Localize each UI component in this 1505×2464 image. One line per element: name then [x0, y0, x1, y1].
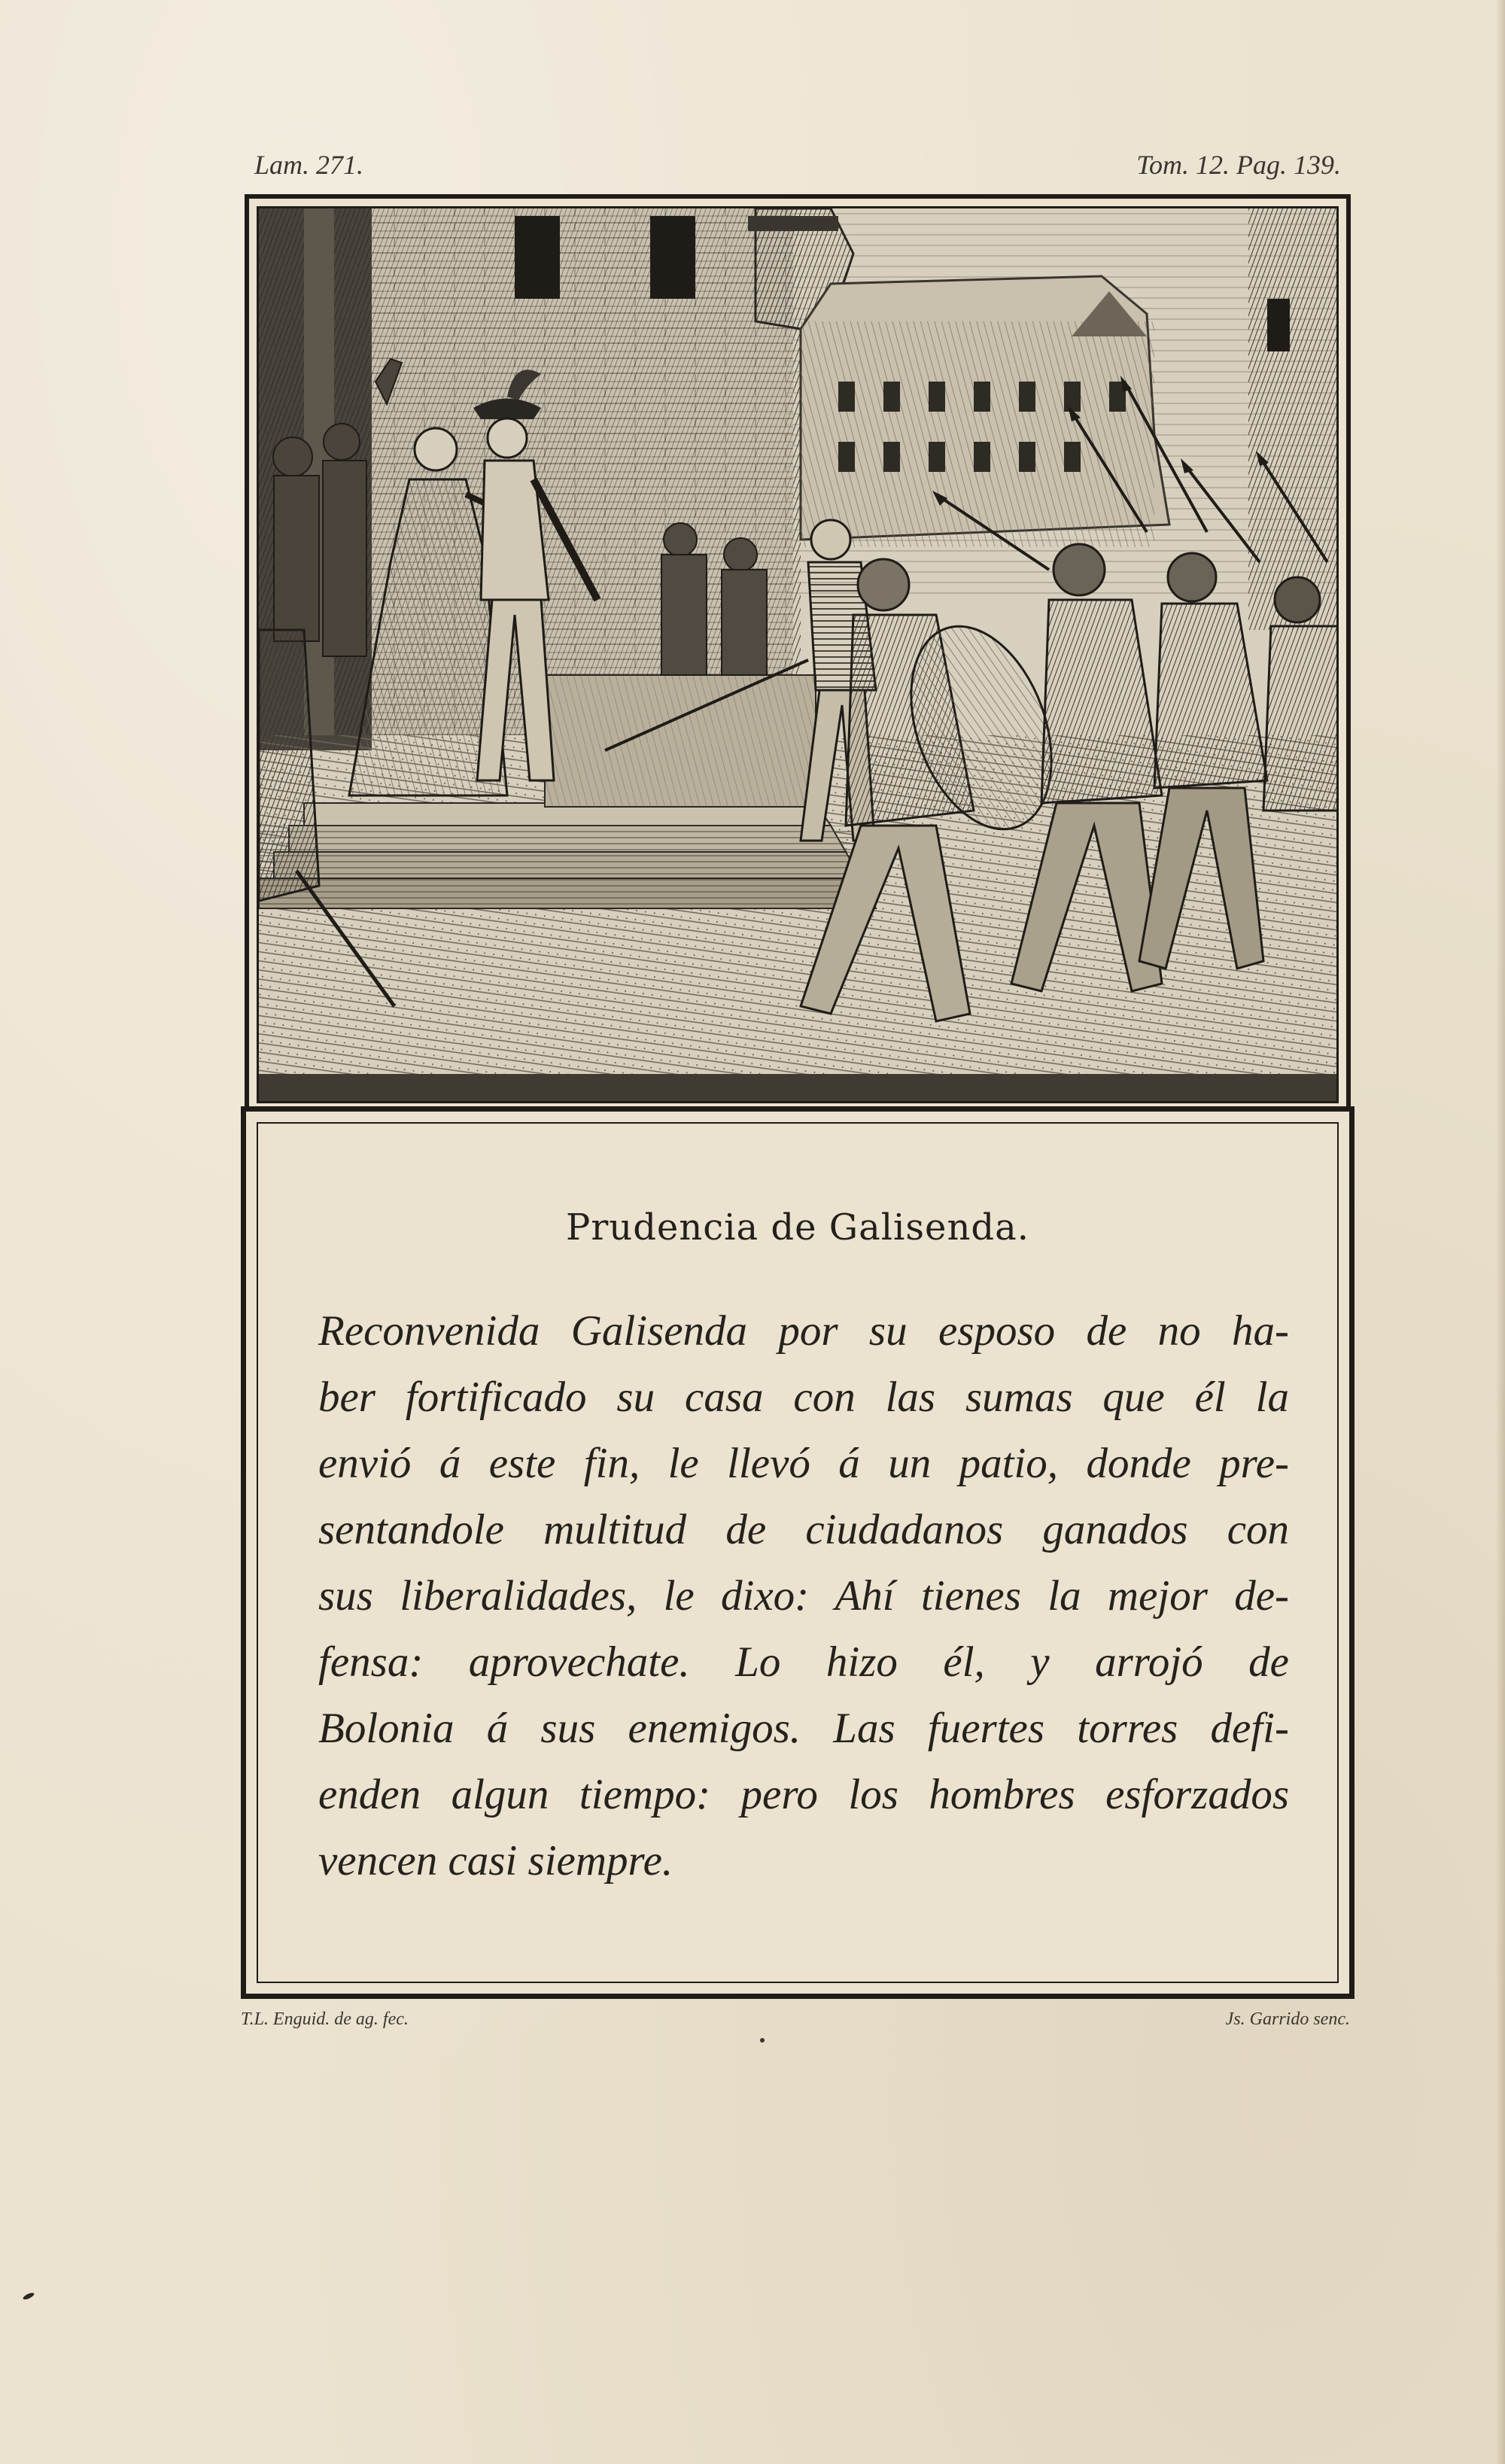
caption-line: ber fortificado su casa con las sumas que él la	[318, 1373, 1289, 1421]
paper-speck	[760, 2038, 765, 2043]
caption-line: sentandole multitud de ciudadanos ganados con	[318, 1506, 1289, 1553]
caption-line: envió á este fin, le llevó á un patio, donde pre-	[318, 1440, 1289, 1487]
plate-number: Lam. 271.	[254, 150, 364, 180]
ink-mark	[22, 2292, 35, 2301]
designer-credit: T.L. Enguid. de ag. fec.	[241, 2009, 409, 2029]
castle-window	[515, 216, 560, 299]
caption-line: enden algun tiempo: pero los hombres esforzados	[318, 1771, 1289, 1818]
engraving-illustration	[257, 206, 1339, 1103]
caption-line: Bolonia á sus enemigos. Las fuertes torres defi-	[318, 1705, 1289, 1752]
right-tower	[1248, 208, 1339, 630]
engraving-plate-frame	[245, 194, 1351, 1115]
caption-title: Prudencia de Galisenda.	[566, 1206, 1029, 1249]
distant-palace	[801, 276, 1169, 547]
page-edge-shadow	[1496, 0, 1505, 2464]
caption-body	[318, 1298, 1289, 1894]
caption-line: fensa: aprovechate. Lo hizo él, y arrojó de	[318, 1638, 1289, 1686]
caption-line: Reconvenida Galisenda por su esposo de no ha-	[318, 1307, 1289, 1355]
volume-page-reference: Tom. 12. Pag. 139.	[1136, 150, 1341, 180]
engraving-scene	[259, 208, 1339, 1103]
castle-window	[650, 216, 695, 299]
caption-box	[241, 1106, 1354, 1999]
caption-inner-frame	[257, 1122, 1339, 1983]
caption-line: vencen casi siempre.	[318, 1837, 673, 1885]
caption-line: sus liberalidades, le dixo: Ahí tienes la mejor de-	[318, 1572, 1289, 1620]
engraver-credit: Js. Garrido senc.	[1225, 2009, 1350, 2029]
